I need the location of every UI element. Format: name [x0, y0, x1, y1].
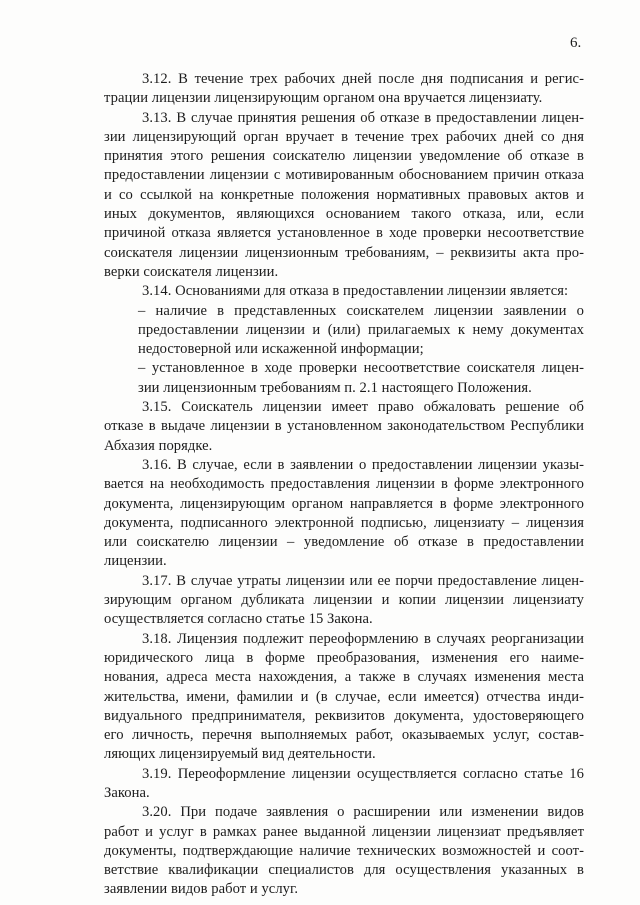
text-line: иных документов, являющихся основанием такого отказа, или, если [104, 206, 584, 223]
paragraph-3-15 [104, 398, 584, 456]
text-line: 3.13. В случае принятия решения об отказе в предоставлении лицен- [142, 109, 584, 126]
text-line: его личность, перечня выполняемых работ, оказываемых услуг, состав- [104, 727, 584, 744]
text-line: зии лицензирующий орган вручает в течение трех рабочих дней со дня [104, 128, 584, 145]
paragraph-3-13 [104, 109, 584, 283]
text-line: ветствие квалификации специалистов для осуществления указанных в [104, 862, 584, 879]
document-body [104, 70, 584, 900]
text-line: ляющих лицензируемый вид деятельности. [104, 746, 376, 763]
text-line: отказе в выдаче лицензии в установленном законодательством Республики [104, 418, 584, 435]
text-line: лицензии. [104, 553, 167, 570]
text-line: предоставлении лицензии с мотивированным обоснованием причин отказа [104, 167, 584, 184]
text-line: – установленное в ходе проверки несоответствие соискателя лицен- [138, 360, 584, 377]
text-line: 3.18. Лицензия подлежит переоформлению в случаях реорганизации [142, 630, 584, 647]
text-line: жительства, имени, фамилии и (в случае, если имеется) отчества инди- [104, 688, 584, 705]
text-line: работ и услуг в рамках ранее выданной лицензии лицензиат предъявляет [104, 823, 584, 840]
paragraph-3-16 [104, 456, 584, 572]
text-line: и со ссылкой на конкретные положения нормативных правовых актов и [104, 186, 584, 203]
text-line: верки соискателя лицензии. [104, 263, 279, 280]
paragraph-3-18 [104, 630, 584, 765]
text-line: Закона. [104, 784, 150, 801]
text-line: 3.14. Основаниями для отказа в предоставлении лицензии является: [142, 283, 569, 300]
text-line: 3.19. Переоформление лицензии осуществляется согласно статье 16 [142, 765, 584, 782]
text-line: видуального предпринимателя, реквизитов документа, удостоверяющего [104, 707, 584, 724]
text-line: зии лицензионным требованиям п. 2.1 настоящего Положения. [138, 379, 532, 396]
text-line: Абхазия порядке. [104, 437, 213, 454]
text-line: причиной отказа является установленное в ходе проверки несоответствие [104, 225, 584, 242]
paragraph-3-14-a [104, 302, 584, 360]
text-line: зирующим органом дубликата лицензии и копии лицензии лицензиату [104, 592, 584, 609]
page-number: 6. [570, 35, 582, 51]
text-line: 3.20. При подаче заявления о расширении или изменении видов [142, 804, 584, 821]
text-line: недостоверной или искаженной информации; [138, 341, 424, 358]
text-line: документы, подтверждающие наличие технических возможностей и соот- [104, 842, 584, 859]
text-line: нования, адреса места нахождения, а также в случаях изменения места [104, 669, 584, 686]
text-line: юридического лица в форме преобразования, изменения его наиме- [104, 649, 584, 666]
text-line: документа, подписанного электронной подписью, лицензиату – лицензия [104, 514, 584, 531]
paragraph-3-20 [104, 803, 584, 899]
text-line: предоставлении лицензии и (или) прилагаемых к нему документах [138, 321, 584, 338]
text-line: 3.12. В течение трех рабочих дней после дня подписания и регис- [142, 71, 584, 87]
text-line: – наличие в представленных соискателем лицензии заявлении о [138, 302, 584, 319]
text-line: 3.17. В случае утраты лицензии или ее порчи предоставление лицен- [142, 572, 584, 589]
text-line: осуществляется согласно статье 15 Закона. [104, 611, 373, 628]
paragraph-3-12 [104, 70, 584, 109]
text-line: документа, лицензирующим органом направляется в форме электронного [104, 495, 584, 512]
text-line: трации лицензии лицензирующим органом она вручается лицензиату. [104, 90, 543, 107]
text-line: принятия этого решения соискателю лицензии уведомление об отказе в [104, 148, 584, 165]
paragraph-3-19 [104, 765, 584, 804]
text-line: вается на необходимость предоставления лицензии в форме электронного [104, 476, 584, 493]
text-line: или соискателю лицензии – уведомление об отказе в предоставлении [104, 534, 584, 551]
paragraph-3-14 [104, 282, 584, 301]
paragraph-3-17 [104, 572, 584, 630]
text-line: соискателя лицензии лицензионным требованиям, – реквизиты акта про- [104, 244, 584, 261]
paragraph-3-14-b [104, 359, 584, 398]
text-line: 3.16. В случае, если в заявлении о предоставлении лицензии указы- [142, 456, 584, 473]
text-line: заявлении видов работ и услуг. [104, 881, 299, 898]
text-line: 3.15. Соискатель лицензии имеет право обжаловать решение об [142, 399, 584, 416]
